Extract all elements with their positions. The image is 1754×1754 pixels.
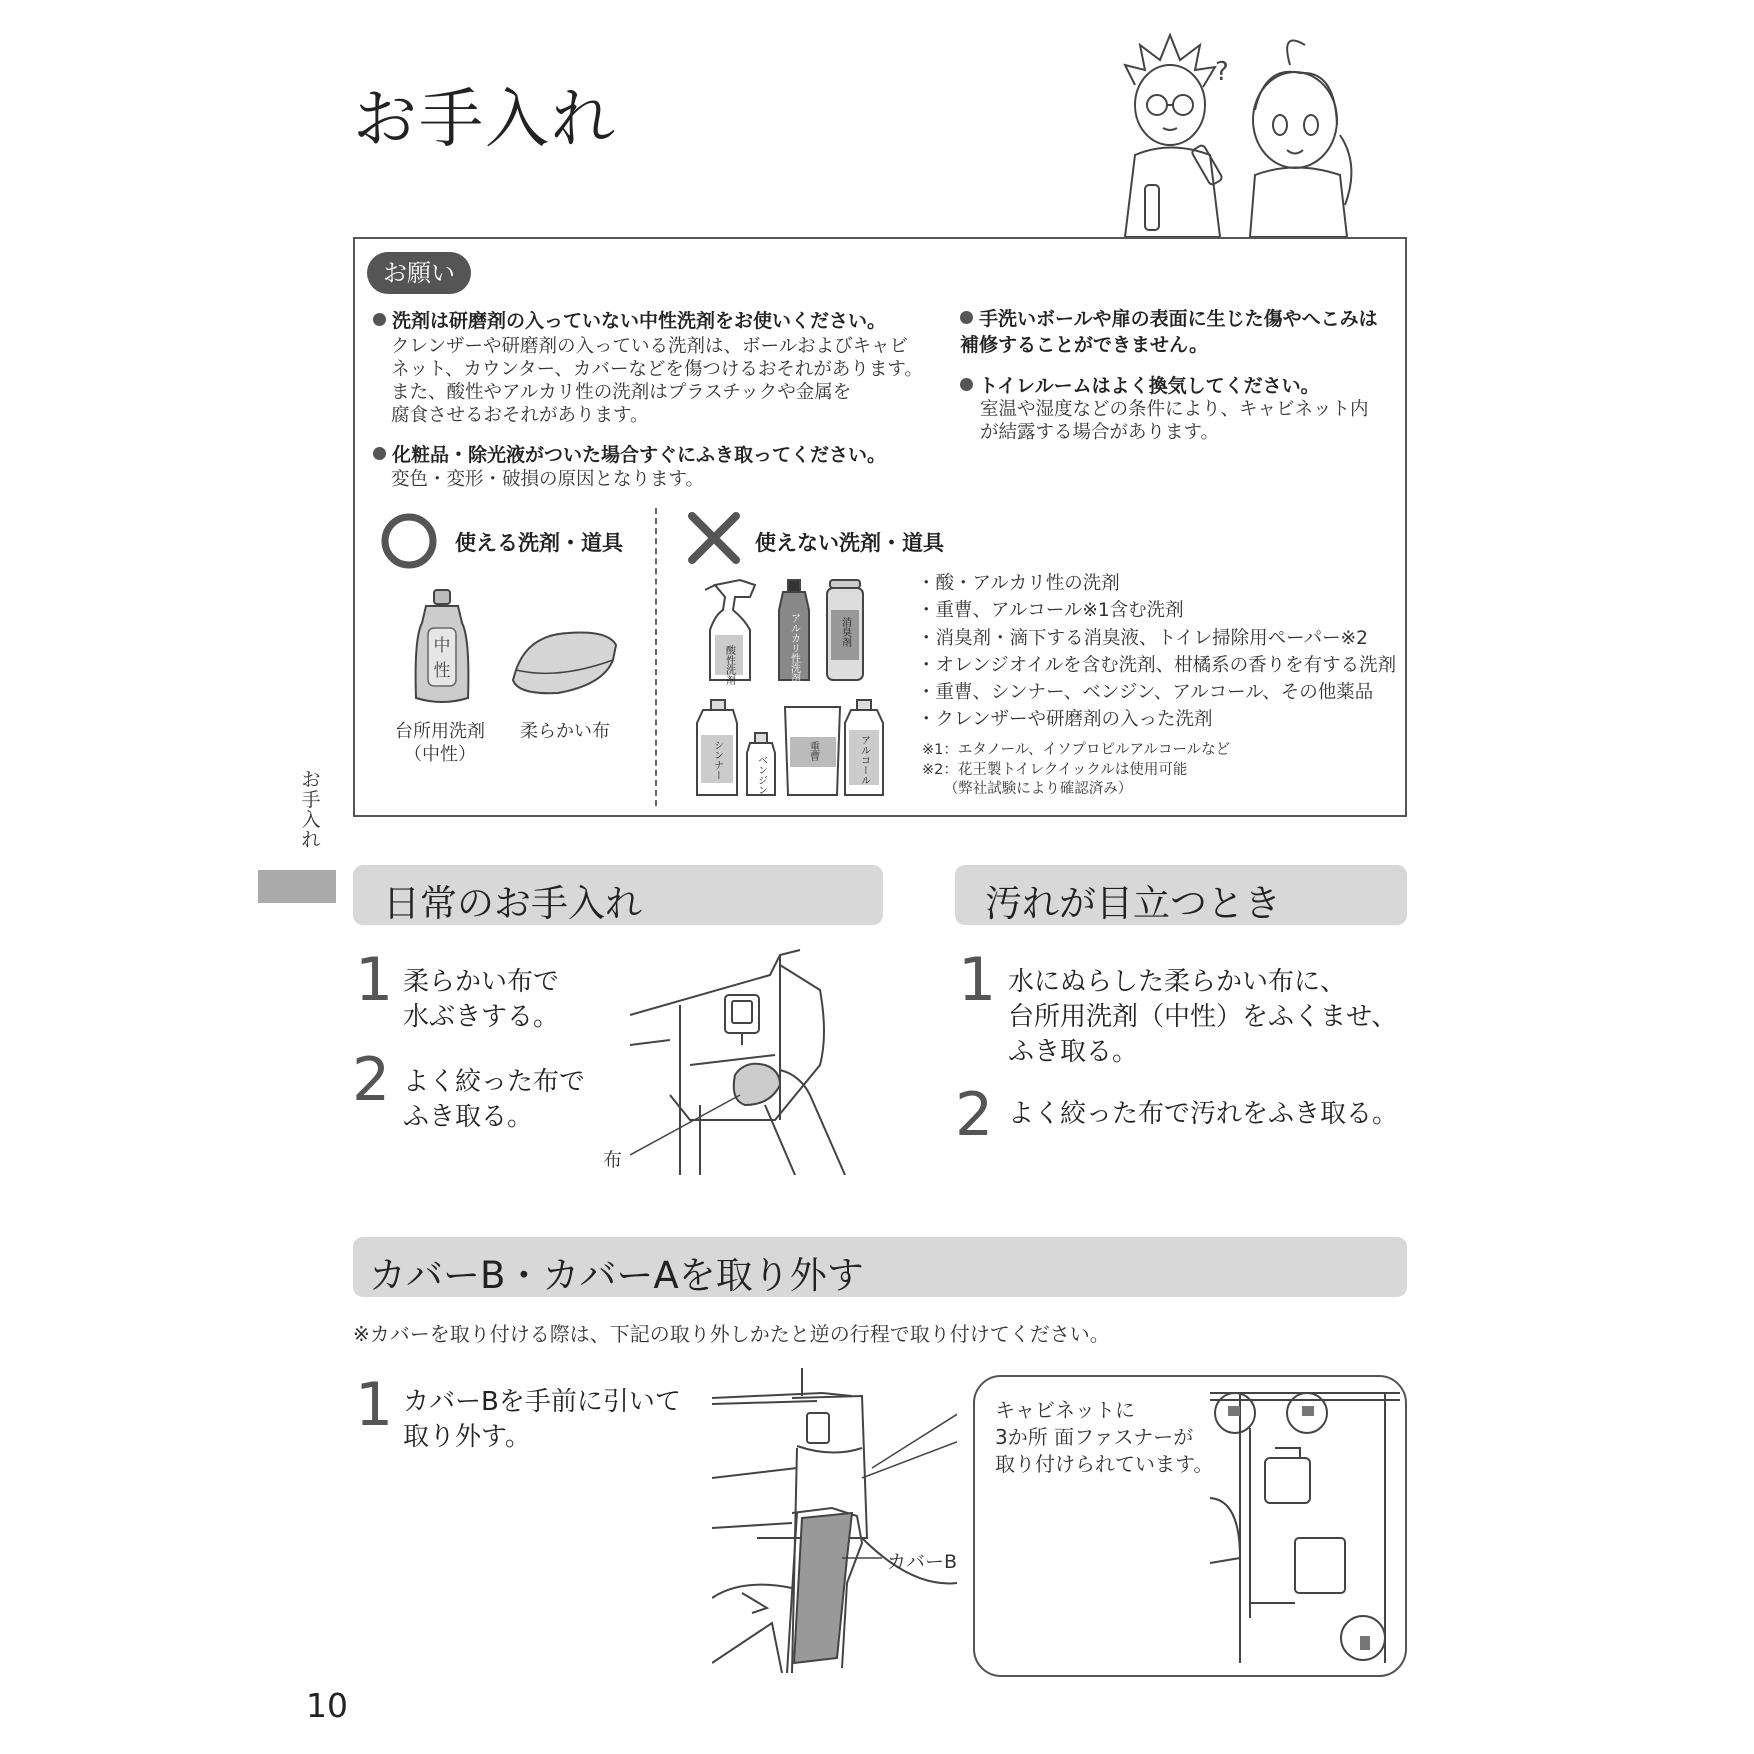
bottle-label: シンナー: [711, 740, 723, 780]
bottle-label-char: 中: [433, 636, 451, 656]
list-item: ・クレンザーや研磨剤の入った洗剤: [917, 709, 1213, 731]
step-text: カバーBを手前に引いて 取り外す。: [403, 1387, 681, 1452]
list-item: ・オレンジオイルを含む洗剤、柑橘系の香りを有する洗剤: [917, 654, 1397, 676]
step-number: 1: [958, 945, 997, 1015]
side-tab-label: お 手 入 れ: [301, 769, 321, 851]
cloth-label: 布: [603, 1149, 623, 1171]
ng-list: [917, 570, 1396, 734]
side-tab-bar: [258, 870, 336, 903]
bullet-icon: [960, 311, 973, 324]
cover-b-label: カバーB: [887, 1551, 958, 1573]
section-divider: [655, 508, 657, 806]
bullet-icon: [373, 447, 386, 460]
page-number: 10: [306, 1686, 348, 1725]
section-bar-daily: [353, 865, 883, 925]
bottle-label: 消臭剤: [839, 617, 851, 647]
bottle-label: 酸性洗剤: [723, 645, 735, 685]
list-item: ・消臭剤・滴下する消臭液、トイレ掃除用ペーパー※2: [917, 627, 1368, 649]
ok-item-caption: 台所用洗剤 （中性）: [395, 721, 485, 765]
page-title: お手入れ: [353, 83, 617, 157]
bottle-label: ベンジン: [755, 755, 767, 795]
callout-text: キャビネットに 3か所 面ファスナーが 取り付けられています。: [995, 1398, 1214, 1476]
footnotes: ※1：エタノール、イソプロピルアルコールなど ※2：花王製トイレクイックルは使用可能 （弊社試験により確認済み）: [922, 742, 1231, 797]
bottle-label: アルカリ性洗剤: [788, 613, 800, 683]
step-text: よく絞った布で ふき取る。: [403, 1067, 586, 1132]
notice-badge: お願い: [367, 252, 471, 294]
svg-text:?: ?: [1215, 57, 1229, 87]
ng-products-illustration-2: [695, 695, 895, 805]
soft-cloth-icon: [508, 625, 623, 700]
list-item: ・重曹、シンナー、ベンジン、アルコール、その他薬品: [917, 682, 1374, 704]
bottle-label: アルコール: [858, 735, 870, 785]
cover-note: ※カバーを取り付ける際は、下記の取り外しかたと逆の行程で取り付けてください。: [353, 1322, 1110, 1346]
wiping-illustration: [630, 945, 865, 1175]
bullet-icon: [960, 378, 973, 391]
section-heading: 汚れが目立つとき: [985, 882, 1281, 925]
notice-item-body: 変色・変形・破損の原因となります。: [391, 469, 705, 490]
bottle-label: 重曹: [807, 741, 819, 761]
step-number: 1: [355, 1370, 394, 1440]
list-item: ・酸・アルカリ性の洗剤: [917, 573, 1120, 594]
characters-illustration: [1115, 25, 1355, 237]
notice-item-body: クレンザーや研磨剤の入っている洗剤は、ボールおよびキャビ ネット、カウンター、カバーなどを傷つけるおそれがあります。 また、酸性やアルカリ性の洗剤はプラスチックや金属を 腐食させるおそれがあります。: [391, 336, 923, 426]
ng-heading: 使えない洗剤・道具: [755, 531, 944, 555]
bottle-label-char: 性: [433, 661, 451, 681]
step-text: 水にぬらした柔らかい布に、 台所用洗剤（中性）をふくませ、 ふき取る。: [1008, 967, 1398, 1067]
section-bar-dirty: [955, 865, 1407, 925]
cover-b-illustration: [712, 1368, 957, 1673]
step-number: 1: [355, 945, 394, 1015]
notice-item-head: 化粧品・除光液がついた場合すぐにふき取ってください。: [373, 440, 886, 467]
section-bar-cover: [353, 1237, 1407, 1297]
step-number: 2: [955, 1080, 994, 1150]
notice-item-head: 洗剤は研磨剤の入っていない中性洗剤をお使いください。: [373, 306, 886, 333]
ok-item-caption: 柔らかい布: [520, 721, 610, 742]
notice-item-body: 室温や湿度などの条件により、キャビネット内 が結露する場合があります。: [980, 399, 1369, 443]
step-text: 柔らかい布で 水ぶきする。: [403, 967, 560, 1032]
step-text: よく絞った布で汚れをふき取る。: [1008, 1099, 1399, 1129]
neutral-detergent-icon: [412, 588, 472, 708]
section-heading: カバーB・カバーAを取り外す: [369, 1254, 864, 1297]
ok-heading: 使える洗剤・道具: [455, 531, 623, 555]
step-number: 2: [352, 1045, 391, 1115]
section-heading: 日常のお手入れ: [383, 882, 642, 925]
bullet-icon: [373, 313, 386, 326]
notice-item-head: トイレルームはよく換気してください。: [960, 371, 1320, 398]
notice-item-head: 手洗いボールや扉の表面に生じた傷やへこみは 補修することができません。: [960, 308, 1378, 356]
ok-circle-icon: [380, 512, 438, 570]
fastener-detail-illustration: [1210, 1388, 1400, 1668]
list-item: ・重曹、アルコール※1含む洗剤: [917, 600, 1184, 622]
ng-cross-icon: [686, 510, 742, 566]
